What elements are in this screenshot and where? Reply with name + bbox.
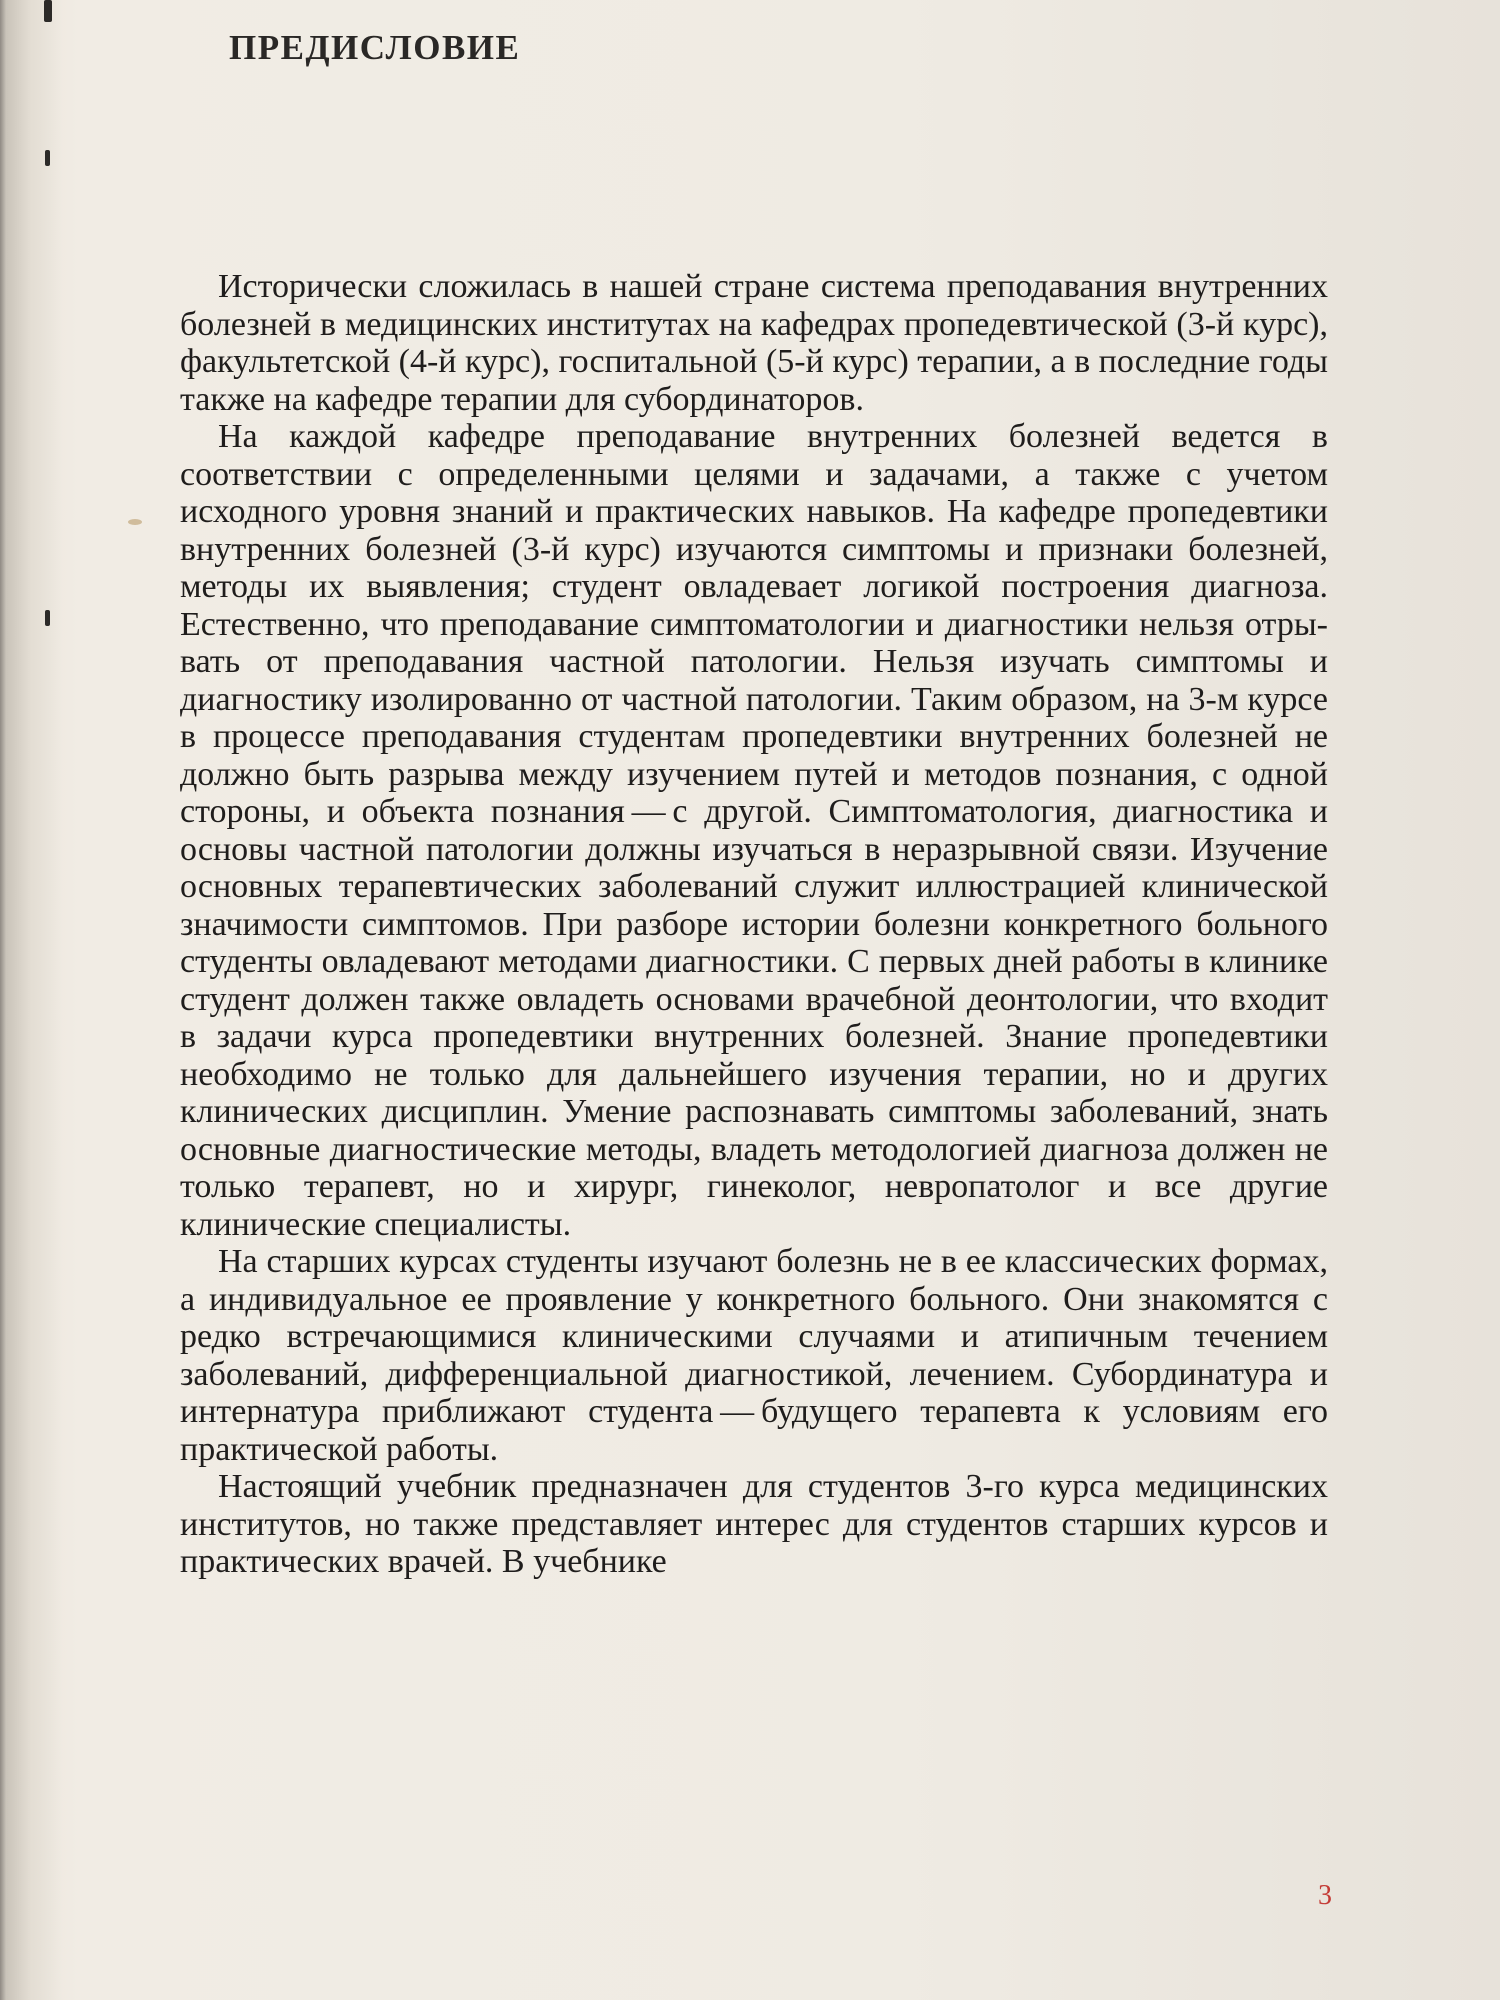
spine-mark xyxy=(44,0,52,22)
paragraph: Настоящий учебник предназначен для студентов 3-го курса медицинских институтов, но также представляет интерес для студентов старших курсов и практических врачей. В учебнике xyxy=(180,1468,1328,1580)
paragraph: На каждой кафедре преподавание внутренних болезней ведется в соответствии с определенными целями и задачами, а также с учетом исходного уровня знаний и практических навыков. На кафедре пропедевтики внутренних болезней (3-й курс) изучаются симптомы и признаки болезней, методы их выявления; студент овладевает логикой построения диагноза. Естественно, что преподавание симптоматологии и диагностики нельзя отрывать от преподавания частной патологии. Нельзя изучать симптомы и диагностику изолированно от частной патологии. Таким образом, на 3-м курсе в процессе преподавания студентам пропедевтики внутренних болезней не должно быть разрыва между изучением путей и методов познания, с одной стороны, и объекта познания — с другой. Симптоматология, диагностика и основы частной патологии должны изучаться в неразрывной связи. Изучение основных терапевтических заболеваний служит иллюстрацией клинической значимости симптомов. При разборе истории болезни конкретного больного студенты овладевают методами диагностики. С первых дней работы в клинике студент должен также овладеть основами врачебной деонтологии, что входит в задачи курса пропедевтики внутренних болезней. Знание пропедевтики необходимо не только для дальнейшего изучения терапии, но и других клинических дисциплин. Умение распознавать симптомы заболеваний, знать основные диагностические методы, владеть методологией диагноза должен не только терапевт, но и хирург, гинеколог, невропатолог и все другие клинические специалисты. xyxy=(180,418,1328,1243)
spine-mark xyxy=(45,150,50,166)
book-spine-shadow xyxy=(0,0,62,2000)
body-text xyxy=(180,268,1328,1581)
paper-smudge xyxy=(128,519,142,525)
paragraph: Исторически сложилась в нашей стране система преподавания внутренних болезней в медицинских институтах на кафедрах пропедевтической (3-й курс), факультетской (4-й курс), госпитальной (5-й курс) терапии, а в последние годы также на кафедре терапии для субординаторов. xyxy=(180,268,1328,418)
paragraph: На старших курсах студенты изучают болезнь не в ее классических формах, а индивидуальное ее проявление у конкретного больного. Они знакомятся с редко встречающимися клиническими случаями и атипичным течением заболеваний, дифференциальной диагностикой, лечением. Субординатура и интернатура приближают студента — будущего терапевта к условиям его практической работы. xyxy=(180,1243,1328,1468)
page-number: 3 xyxy=(1318,1880,1332,1911)
page-title: ПРЕДИСЛОВИЕ xyxy=(229,28,521,67)
spine-mark xyxy=(45,610,50,626)
